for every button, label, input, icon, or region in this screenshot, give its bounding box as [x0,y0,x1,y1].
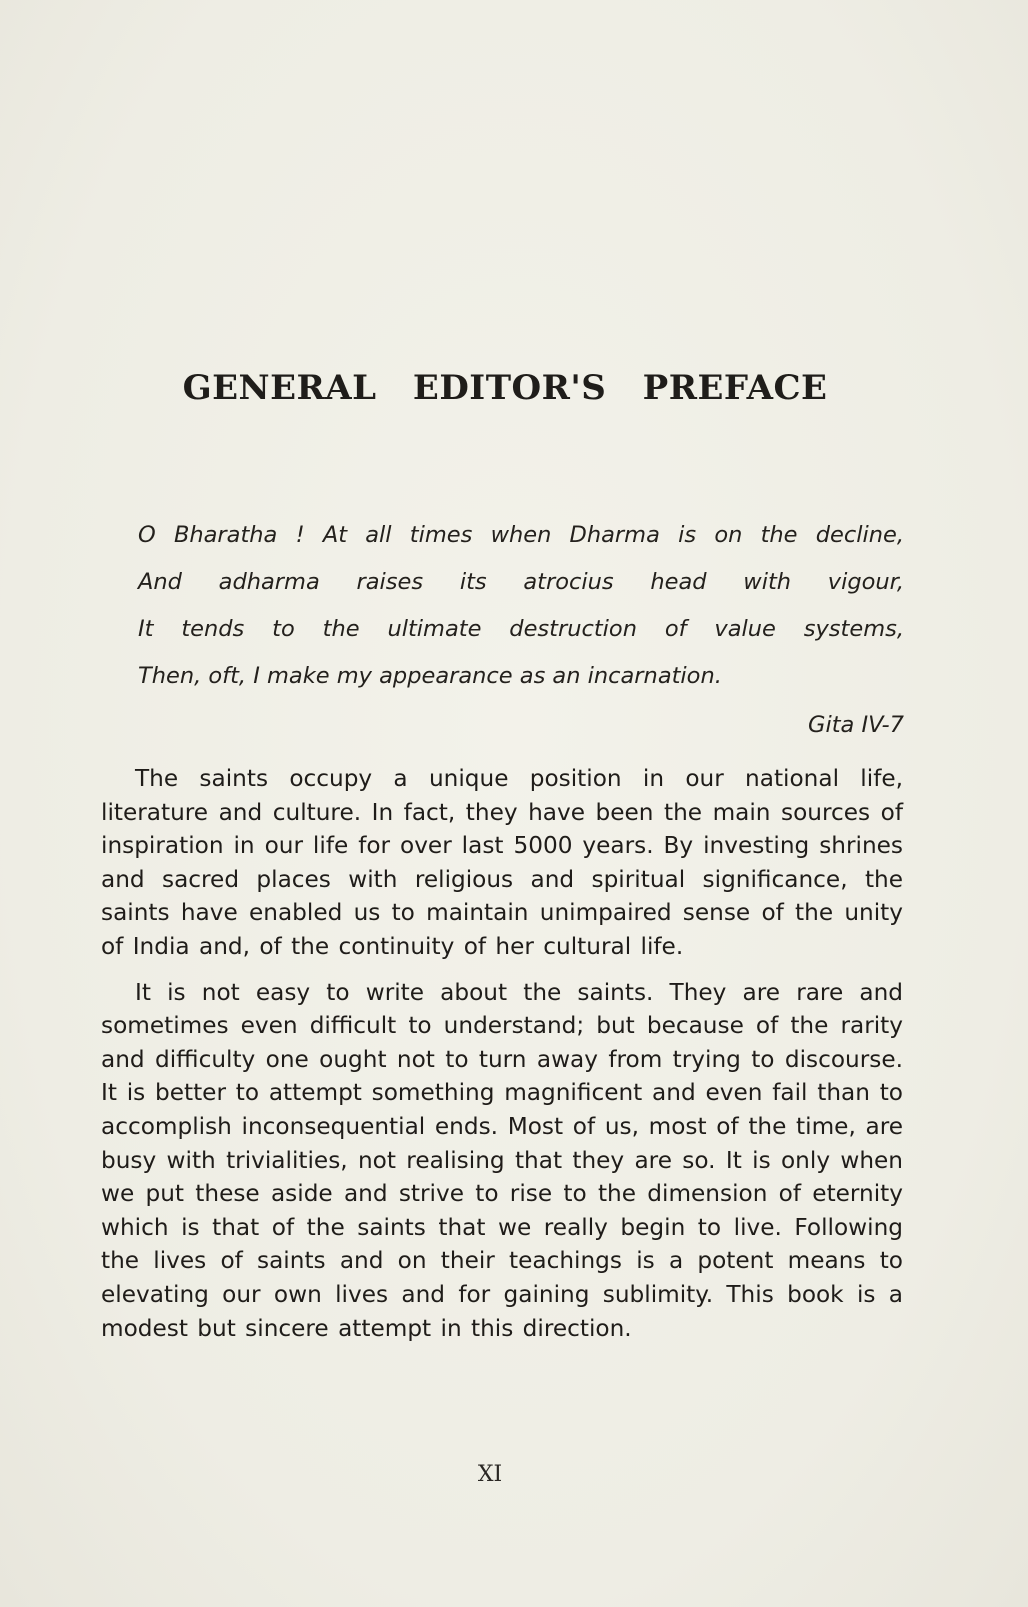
verse-line: And adharma raises its atrocius head with vigour, [138,569,904,595]
paragraph: The saints occupy a unique position in our national life, literature and culture. In fact, they have been the main sources of inspiration in our life for over last 5000 years. By investing shrines and sacred places with religious and spiritual significance, the saints have enabled us to maintain unimpaired sense of the unity of India and, of the continuity of her cultural life. [101,765,903,960]
epigraph-verse [138,512,904,700]
verse-citation: Gita IV-7 [808,712,904,738]
preface-body [101,762,903,1345]
verse-line: O Bharatha ! At all times when Dharma is on the decline, [138,522,904,548]
page-number: XI [477,1462,503,1487]
verse-line: It tends to the ultimate destruction of value systems, [138,616,904,642]
verse-line: Then, oft, I make my appearance as an incarnation. [138,663,722,689]
page-title: GENERAL EDITOR'S PREFACE [182,367,828,408]
paragraph: It is not easy to write about the saints. They are rare and sometimes even difficult to understand; but because of the rarity and difficulty one ought not to turn away from trying to discourse. It is better to attempt something magnificent and even fail than to accomplish inconsequential ends. Most of us, most of the time, are busy with trivialities, not realising that they are so. It is only when we put these aside and strive to rise to the dimension of eternity which is that of the saints that we really begin to live. Following the lives of saints and on their teachings is a potent means to elevating our own lives and for gaining sublimity. This book is a modest but sincere attempt in this direction. [101,978,903,1342]
